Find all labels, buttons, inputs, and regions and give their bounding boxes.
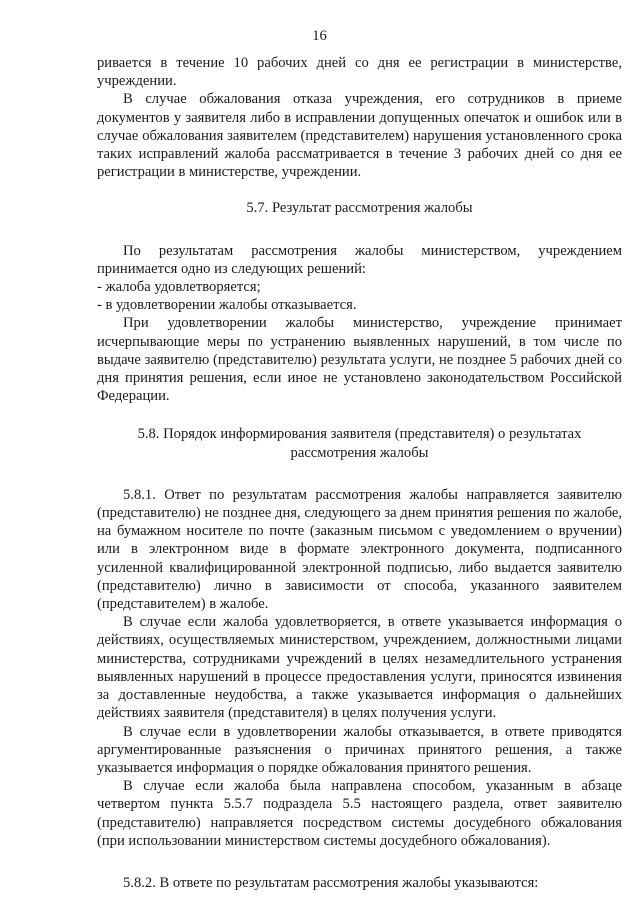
section-heading-5-8-line2: рассмотрения жалобы xyxy=(290,444,429,461)
paragraph-appeal-refusal-term: В случае обжалования отказа учреждения, его сотрудников в приеме документов у заявителя либо в исправлении допущенных опечаток и ошибок или в случае обжалования заявителем (представителем) нарушения установленного срока таких исправлений жалоба рассматривается в течение 3 рабочих дней со дня ее регистрации в министерстве, учреждении. xyxy=(97,91,622,181)
paragraph-complaint-refused: В случае если в удовлетворении жалобы отказывается, в ответе приводятся аргументированные разъяснения о причинах принятого решения, а также указывается информация о порядке обжалования принятого решения. xyxy=(97,723,622,776)
paragraph-5-8-2: 5.8.2. В ответе по результатам рассмотрения жалобы указываются: xyxy=(123,874,539,891)
page-number: 16 xyxy=(312,28,327,44)
paragraph-5-8-1: 5.8.1. Ответ по результатам рассмотрения жалобы направляется заявителю (представителю) не позднее дня, следующего за днем принятия решения по жалобе, на бумажном носителе по почте (заказным письмом с уведомлением о вручении) или в электронном виде в формате электронного документа, подписанного усиленной квалифицированной электронной подписью, либо выдается заявителю (представителю) лично в зависимости от способа, указанного заявителем (представителем) в жалобе. xyxy=(97,486,622,613)
list-item-decision: - жалоба удовлетворяется; xyxy=(97,279,261,296)
paragraph-continuation: ривается в течение 10 рабочих дней со дня ее регистрации в министерстве, учреждении. xyxy=(97,55,622,90)
document-body xyxy=(97,54,622,892)
section-heading-5-8-line1: 5.8. Порядок информирования заявителя (представителя) о результатах xyxy=(137,426,582,443)
list-item-decision: - в удовлетворении жалобы отказывается. xyxy=(97,297,357,314)
section-heading-5-7: 5.7. Результат рассмотрения жалобы xyxy=(246,200,473,217)
paragraph-satisfaction-measures: При удовлетворении жалобы министерство, учреждение принимает исчерпывающие меры по устранению выявленных нарушений, в том числе по выдаче заявителю (представителю) результата услуги, не позднее 5 рабочих дней со дня принятия решения, если иное не установлено законодательством Российской Федерации. xyxy=(97,315,622,405)
paragraph-decision-intro: По результатам рассмотрения жалобы министерством, учреждением принимается одно из следующих решений: xyxy=(97,242,622,277)
paragraph-pretrial-system: В случае если жалоба была направлена способом, указанным в абзаце четвертом пункта 5.5.7 подраздела 5.5 настоящего раздела, ответ заявителю (представителю) направляется посредством системы досудебного обжалования (при использовании министерством системы досудебного обжалования). xyxy=(97,778,622,849)
paragraph-complaint-satisfied: В случае если жалоба удовлетворяется, в ответе указывается информация о действиях, осуществляемых министерством, учреждением, должностными лицами министерства, сотрудниками учреждений в целях незамедлительного устранения выявленных нарушений в процессе предоставления услуги, приносятся извинения за доставленные неудобства, а также указывается информация о дальнейших действиях заявителя (представителя) в целях получения услуги. xyxy=(97,614,622,722)
